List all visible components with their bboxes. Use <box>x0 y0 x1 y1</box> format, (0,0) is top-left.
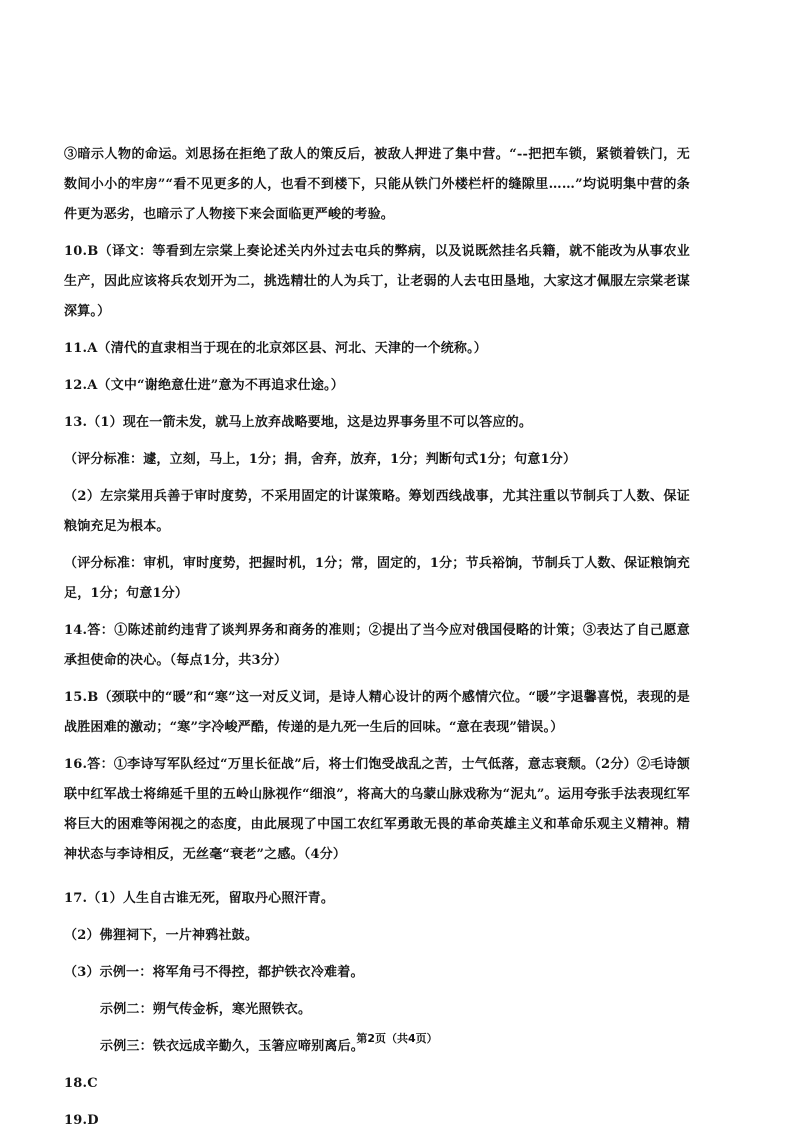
paragraph-scoring-13-2: （评分标准：审机，审时度势，把握时机，1分；常，固定的，1分；节兵裕饷，节制兵丁人数、保证粮饷充足，1分；句意1分） <box>64 556 690 601</box>
paragraph-answer-10: 10.B（译文：等看到左宗棠上奏论述关内外过去屯兵的弊病，以及说既然挂名兵籍，就不能改为从事农业生产，因此应该将兵农划开为二，挑选精壮的人为兵丁，让老弱的人去屯田垦地，大家这才佩服左宗棠老谋深算。） <box>64 244 690 319</box>
paragraph-answer-15: 15.B（颈联中的“暖”和“寒”这一对反义词，是诗人精心设计的两个感情穴位。“暖”字退馨喜悦，表现的是战胜困难的激动；“寒”字冷峻严酷，传递的是九死一生后的回味。“意在表现”错误。） <box>64 690 690 735</box>
paragraph-answer-13-1: 13.（1）现在一箭未发，就马上放弃战略要地，这是边界事务里不可以答应的。 <box>64 415 533 430</box>
paragraph-answer-19: 19.D <box>64 1113 99 1128</box>
answer-key-body <box>64 140 690 1136</box>
paragraph-answer-13-2: （2）左宗棠用兵善于审时度势，不采用固定的计谋策略。筹划西线战事，尤其注重以节制兵丁人数、保证粮饷充足为根本。 <box>64 489 690 534</box>
paragraph-answer-17-1: 17.（1）人生自古谁无死，留取丹心照汗青。 <box>64 891 335 906</box>
paragraph-answer-18: 18.C <box>64 1076 98 1091</box>
paragraph-answer-16: 16.答：①李诗写军队经过“万里长征战”后，将士们饱受战乱之苦，士气低落，意志衰颓。（2分）②毛诗颔联中红军战士将绵延千里的五岭山脉视作“细浪”，将高大的乌蒙山脉戏称为“泥丸”。运用夸张手法表现红军将巨大的困难等闲视之的态度，由此展现了中国工农红军勇敢无畏的革命英雄主义和革命乐观主义精神。精神状态与李诗相反，无丝毫“衰老”之感。（4分） <box>64 757 690 862</box>
paragraph-answer-17-3-example-3: 示例三：铁衣远成辛勤久，玉箸应啼别离后。 <box>100 1039 365 1054</box>
paragraph-answer-14: 14.答：①陈述前约违背了谈判界务和商务的准则；②提出了当今应对俄国侵略的计策；③表达了自己愿意承担使命的决心。（每点1分，共3分） <box>64 623 690 668</box>
paragraph-scoring-13-1: （评分标准：遽，立刻，马上，1分；捐，舍弃，放弃，1分；判断句式1分；句意1分） <box>64 452 577 467</box>
paragraph-answer-17-3-example-1: （3）示例一：将军角弓不得控，都护铁衣冷难着。 <box>64 965 364 980</box>
paragraph-answer-11: 11.A（清代的直隶相当于现在的北京郊区县、河北、天津的一个统称。） <box>64 341 488 356</box>
paragraph-answer-9-3: ③暗示人物的命运。刘思扬在拒绝了敌人的策反后，被敌人押进了集中营。“--把把车锁，紧锁着铁门，无数间小小的牢房”“看不见更多的人，也看不到楼下，只能从铁门外楼栏杆的缝隙里……”均说明集中营的条件更为恶劣，也暗示了人物接下来会面临更严峻的考验。 <box>64 147 690 222</box>
paragraph-answer-17-2: （2）佛狸祠下，一片神鸦社鼓。 <box>64 928 259 943</box>
paragraph-answer-12: 12.A（文中“谢绝意仕进”意为不再追求仕途。） <box>64 378 344 393</box>
page-number-footer: 第2页（共4页） <box>356 1032 438 1045</box>
paragraph-answer-17-3-example-2: 示例二：朔气传金柝，寒光照铁衣。 <box>100 1002 312 1017</box>
